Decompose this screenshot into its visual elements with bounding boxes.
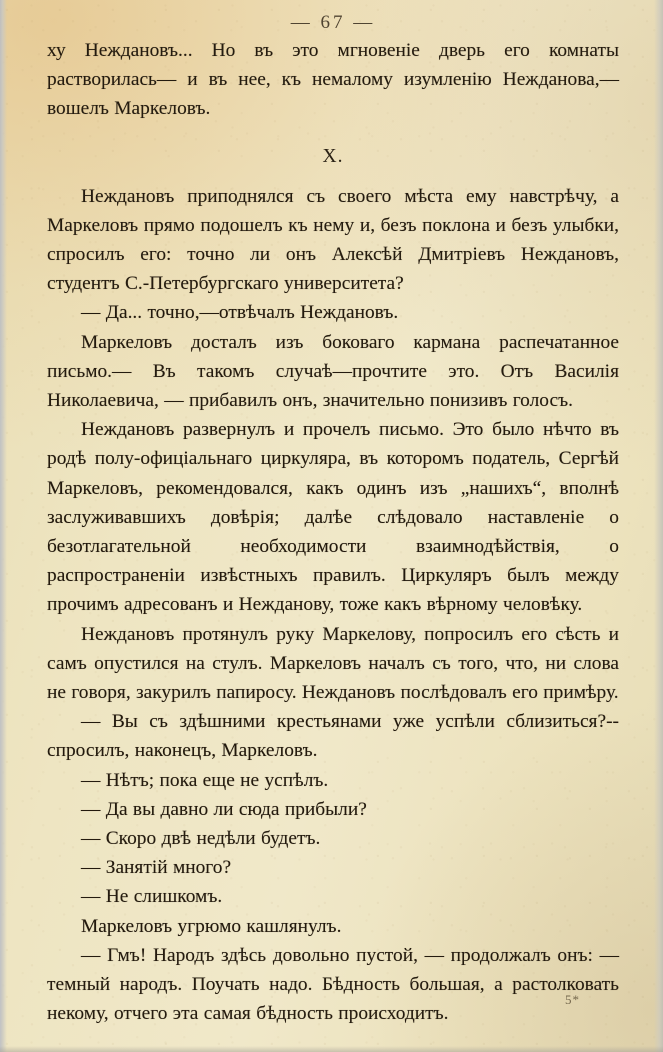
paragraph-9-dialogue: — Скоро двѣ недѣли будетъ.: [81, 828, 321, 850]
paragraph-1: Неждановъ приподнялся съ своего мѣста ему навстрѣчу, а Маркеловъ прямо подошелъ къ нему и, безъ поклона и безъ улыбки, спросилъ его: точно ли онъ Алексѣй Дмитріевъ Неждановъ, студентъ С.-Петербургскаго университета?: [47, 185, 619, 295]
paragraph-13-dialogue: — Гмъ! Народъ здѣсь довольно пустой, — продолжалъ онъ: —темный народъ. Поучать надо. Бѣдность большая, а растолковать некому, отчего эта самая бѣдность происходитъ.: [47, 944, 619, 1025]
chapter-heading: X.: [322, 145, 344, 167]
page-text-column: [47, 0, 619, 1029]
paragraph-2-dialogue: — Да... точно,—отвѣчалъ Неждановъ.: [81, 302, 399, 324]
paragraph-7-dialogue: — Нѣтъ; пока еще не успѣлъ.: [81, 769, 329, 791]
paragraph-10-dialogue: — Занятій много?: [81, 857, 232, 879]
page-right-edge-shadow: [654, 0, 663, 1052]
page-left-edge-shadow: [0, 0, 7, 1052]
paragraph-6-dialogue: — Вы съ здѣшними крестьянами уже успѣли сблизиться?--спросилъ, наконецъ, Маркеловъ.: [47, 711, 619, 762]
page-folio-number: — 67 —: [290, 12, 376, 33]
signature-mark: 5*: [565, 992, 580, 1007]
paragraph-12: Маркеловъ угрюмо кашлянулъ.: [81, 915, 342, 937]
page-bottom-edge-shadow: [0, 1046, 663, 1052]
paragraph-4: Неждановъ развернулъ и прочелъ письмо. Это было нѣчто въ родѣ полу-офиціальнаго циркуляра, въ которомъ податель, Сергѣй Маркеловъ, рекомендовался, какъ одинъ изъ „нашихъ“, вполнѣ заслуживавшихъ довѣрія; далѣе слѣдовало наставленіе о безотлагательной необходимости взаимнодѣйствія, о распространеніи извѣстныхъ правилъ. Циркуляръ былъ между прочимъ адресованъ и Нежданову, тоже какъ вѣрному человѣку.: [47, 419, 619, 616]
paragraph-8-dialogue: — Да вы давно ли сюда прибыли?: [81, 798, 367, 820]
paragraph-5: Неждановъ протянулъ руку Маркелову, попросилъ его сѣсть и самъ опустился на стулъ. Маркеловъ началъ съ того, что, ни слова не говоря, закурилъ папиросу. Неждановъ послѣдовалъ его примѣру.: [47, 623, 619, 704]
paragraph-3: Маркеловъ досталъ изъ боковаго кармана распечатанное письмо.— Въ такомъ случаѣ—прочтите это. Отъ Василія Николаевича, — прибавилъ онъ, значительно понизивъ голосъ.: [47, 331, 619, 412]
paragraph-carryover: ху Неждановъ... Но въ это мгновеніе дверь его комнаты растворилась— и въ нее, къ немалому изумленію Нежданова,—вошелъ Маркеловъ.: [47, 40, 619, 120]
paragraph-11-dialogue: — Не слишкомъ.: [81, 886, 223, 908]
